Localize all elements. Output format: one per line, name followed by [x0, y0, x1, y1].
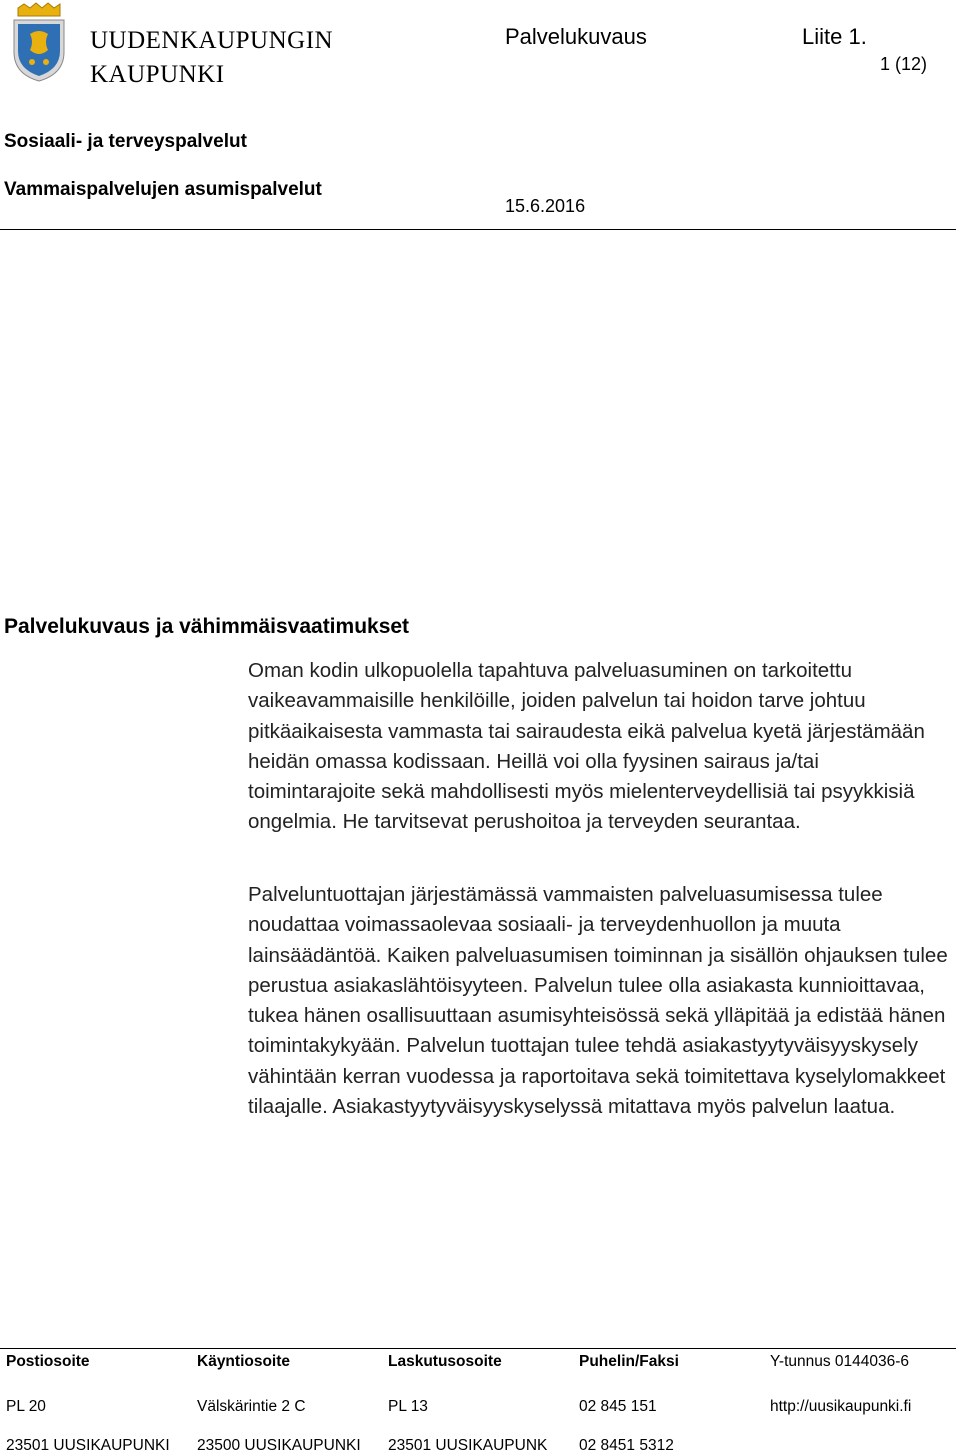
- footer-postal-city: 23501 UUSIKAUPUNKI: [6, 1437, 170, 1454]
- footer-header-billing: Laskutusosoite: [388, 1353, 502, 1370]
- footer-website-link[interactable]: http://uusikaupunki.fi: [770, 1398, 912, 1415]
- footer-divider: [0, 1348, 956, 1349]
- document-date: 15.6.2016: [505, 196, 586, 216]
- footer-fax: 02 8451 5312: [579, 1437, 674, 1454]
- coat-of-arms-icon: [10, 2, 68, 82]
- footer-visiting-street: Välskärintie 2 C: [197, 1398, 306, 1415]
- footer-header-postal: Postiosoite: [6, 1353, 90, 1370]
- unit-name: Vammaispalvelujen asumispalvelut: [4, 179, 322, 200]
- organization-name: [90, 24, 333, 92]
- footer-header-phone: Puhelin/Faksi: [579, 1353, 679, 1370]
- document-type: Palvelukuvaus: [505, 24, 647, 49]
- footer-business-id: Y-tunnus 0144036-6: [770, 1353, 910, 1370]
- organization-name-line2: KAUPUNKI: [90, 61, 225, 88]
- department-name: Sosiaali- ja terveyspalvelut: [4, 131, 247, 152]
- appendix-label: Liite 1.: [802, 24, 867, 49]
- footer-postal-box: PL 20: [6, 1398, 46, 1415]
- paragraph-service-description: Oman kodin ulkopuolella tapahtuva palveluasuminen on tarkoitettu vaikeavammaisille henkilöille, joiden palvelun tai hoidon tarve johtuu pitkäaikaisesta vammasta tai sairaudesta eikä palvelua kyetä järjestämään heidän omassa kodissaan. Heillä voi olla fyysinen sairaus ja/tai toimintarajoite sekä mahdollisesti myös mielenterveydellisiä tai psyykkisiä ongelmia. He tarvitsevat perushoitoa ja terveyden seurantaa.: [248, 659, 925, 834]
- footer-phone: 02 845 151: [579, 1398, 657, 1415]
- paragraph-requirements: Palveluntuottajan järjestämässä vammaisten palveluasumisessa tulee noudattaa voimassaolevaa sosiaali- ja terveydenhuollon ja muuta lainsäädäntöä. Kaiken palveluasumisen toiminnan ja sisällön ohjauksen tulee perustua asiakaslähtöisyyteen. Palvelun tulee olla asiakasta kunnioittavaa, tukea hänen osallisuuttaan asumisyhteisössä sekä ylläpitää ja edistää hänen toimintakykyään. Palvelun tuottajan tulee tehdä asiakastyytyväisyyskysely vähintään kerran vuodessa ja raportoitava sekä toimitettava kyselylomakkeet tilaajalle. Asiakastyytyväisyyskyselyssä mitattava myös palvelun laatua.: [248, 883, 948, 1119]
- header-divider: [0, 229, 956, 230]
- organization-name-line1: UUDENKAUPUNGIN: [90, 27, 334, 54]
- footer-billing-box: PL 13: [388, 1398, 428, 1415]
- footer-billing-city: 23501 UUSIKAUPUNK: [388, 1437, 548, 1454]
- footer-header-visiting: Käyntiosoite: [197, 1353, 291, 1370]
- page-number: 1 (12): [880, 54, 928, 74]
- footer-visiting-city: 23500 UUSIKAUPUNKI: [197, 1437, 361, 1454]
- section-title: Palvelukuvaus ja vähimmäisvaatimukset: [4, 615, 410, 638]
